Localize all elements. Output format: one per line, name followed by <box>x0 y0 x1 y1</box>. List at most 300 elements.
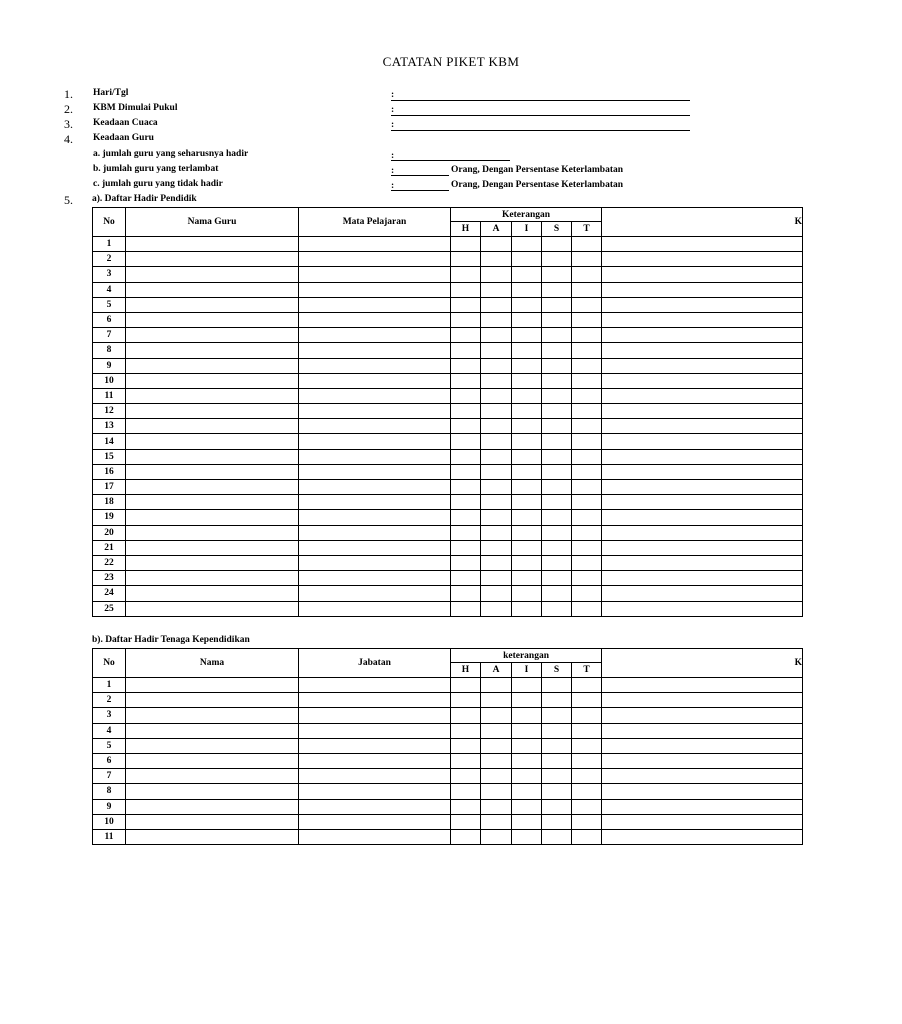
table-cell[interactable] <box>126 282 299 297</box>
table-cell[interactable] <box>512 267 542 282</box>
table-cell[interactable] <box>126 555 299 570</box>
table-cell[interactable] <box>572 434 602 449</box>
table-cell[interactable] <box>451 373 481 388</box>
table-cell[interactable] <box>572 419 602 434</box>
table-cell[interactable] <box>542 586 572 601</box>
table-cell[interactable] <box>481 814 512 829</box>
table-cell[interactable] <box>572 312 602 327</box>
table-cell[interactable] <box>512 693 542 708</box>
table-cell[interactable] <box>542 495 572 510</box>
table-cell[interactable] <box>126 358 299 373</box>
table-cell[interactable] <box>299 480 451 495</box>
table-cell[interactable] <box>481 297 512 312</box>
table-cell[interactable] <box>572 510 602 525</box>
guru-a-fill-line[interactable] <box>391 160 510 161</box>
table-cell[interactable] <box>602 738 803 753</box>
table-cell[interactable] <box>451 237 481 252</box>
table-cell[interactable] <box>572 738 602 753</box>
table-cell[interactable] <box>126 388 299 403</box>
table-cell[interactable] <box>512 358 542 373</box>
table-cell[interactable] <box>126 571 299 586</box>
table-cell[interactable] <box>512 312 542 327</box>
table-cell[interactable] <box>451 358 481 373</box>
table-cell[interactable] <box>572 328 602 343</box>
table-cell[interactable] <box>126 829 299 844</box>
table-cell[interactable] <box>451 419 481 434</box>
table-cell[interactable] <box>572 555 602 570</box>
table-cell[interactable] <box>451 799 481 814</box>
table-cell[interactable] <box>512 388 542 403</box>
table-cell[interactable] <box>542 267 572 282</box>
table-cell[interactable] <box>512 297 542 312</box>
table-cell[interactable] <box>542 480 572 495</box>
table-cell[interactable] <box>481 449 512 464</box>
table-row <box>93 343 803 358</box>
table-cell[interactable] <box>299 814 451 829</box>
table-cell[interactable] <box>512 540 542 555</box>
table-cell[interactable] <box>602 799 803 814</box>
table-cell[interactable] <box>542 510 572 525</box>
table-cell[interactable] <box>572 693 602 708</box>
table-cell[interactable] <box>126 586 299 601</box>
table-cell[interactable] <box>512 252 542 267</box>
table-cell[interactable] <box>602 693 803 708</box>
table-cell[interactable] <box>572 404 602 419</box>
table-cell[interactable] <box>299 753 451 768</box>
table-cell[interactable] <box>602 495 803 510</box>
table-cell[interactable] <box>299 555 451 570</box>
table-cell[interactable] <box>542 434 572 449</box>
table-a-header-name: Nama Guru <box>126 208 299 237</box>
table-cell[interactable] <box>451 571 481 586</box>
table-cell[interactable] <box>602 358 803 373</box>
table-cell[interactable] <box>512 799 542 814</box>
table-cell[interactable] <box>299 297 451 312</box>
table-cell[interactable] <box>126 678 299 693</box>
table-cell[interactable] <box>451 555 481 570</box>
table-cell[interactable] <box>512 753 542 768</box>
table-cell[interactable] <box>299 708 451 723</box>
table-cell[interactable] <box>299 723 451 738</box>
table-cell[interactable] <box>572 753 602 768</box>
table-cell[interactable] <box>572 678 602 693</box>
table-cell[interactable] <box>512 328 542 343</box>
guru-b-fill-line[interactable] <box>391 175 449 176</box>
table-cell[interactable] <box>126 480 299 495</box>
table-cell[interactable] <box>542 753 572 768</box>
table-cell[interactable] <box>481 799 512 814</box>
table-cell[interactable] <box>451 525 481 540</box>
table-cell[interactable] <box>572 799 602 814</box>
table-cell[interactable] <box>542 312 572 327</box>
table-cell[interactable] <box>126 525 299 540</box>
table-cell[interactable] <box>481 784 512 799</box>
table-cell[interactable] <box>451 434 481 449</box>
table-cell[interactable] <box>512 555 542 570</box>
table-cell[interactable] <box>512 586 542 601</box>
table-cell[interactable] <box>451 480 481 495</box>
table-cell[interactable] <box>481 419 512 434</box>
table-cell[interactable] <box>512 237 542 252</box>
table-cell[interactable] <box>542 449 572 464</box>
table-cell[interactable] <box>602 282 803 297</box>
table-cell[interactable] <box>512 373 542 388</box>
table-cell[interactable] <box>602 708 803 723</box>
table-cell[interactable] <box>481 738 512 753</box>
table-cell[interactable] <box>512 510 542 525</box>
table-cell[interactable] <box>451 586 481 601</box>
table-cell[interactable] <box>299 404 451 419</box>
table-cell[interactable] <box>126 297 299 312</box>
table-cell[interactable] <box>572 571 602 586</box>
table-cell[interactable] <box>512 419 542 434</box>
table-cell[interactable] <box>602 297 803 312</box>
item-1-fill-line[interactable] <box>391 100 690 101</box>
table-cell[interactable] <box>451 495 481 510</box>
table-cell[interactable] <box>512 601 542 616</box>
table-cell[interactable] <box>126 738 299 753</box>
table-cell[interactable] <box>481 601 512 616</box>
table-cell[interactable] <box>299 282 451 297</box>
table-cell[interactable] <box>542 297 572 312</box>
table-cell[interactable] <box>512 343 542 358</box>
table-cell[interactable] <box>542 252 572 267</box>
guru-c-fill-line[interactable] <box>391 190 449 191</box>
table-cell[interactable] <box>126 419 299 434</box>
table-cell[interactable] <box>481 237 512 252</box>
table-cell[interactable] <box>451 738 481 753</box>
table-cell[interactable] <box>126 267 299 282</box>
table-cell[interactable] <box>481 252 512 267</box>
table-cell[interactable] <box>602 328 803 343</box>
table-cell[interactable] <box>572 237 602 252</box>
table-cell[interactable] <box>572 784 602 799</box>
table-cell[interactable] <box>451 814 481 829</box>
table-cell[interactable] <box>542 464 572 479</box>
table-cell[interactable] <box>126 464 299 479</box>
table-cell[interactable] <box>451 252 481 267</box>
table-cell[interactable] <box>512 404 542 419</box>
table-cell[interactable] <box>602 784 803 799</box>
table-cell[interactable] <box>451 267 481 282</box>
table-cell[interactable] <box>451 693 481 708</box>
table-cell[interactable] <box>126 723 299 738</box>
table-cell[interactable] <box>542 525 572 540</box>
table-cell[interactable] <box>299 738 451 753</box>
table-cell[interactable] <box>481 571 512 586</box>
table-cell[interactable] <box>572 769 602 784</box>
table-cell[interactable] <box>126 769 299 784</box>
item-2-fill-line[interactable] <box>391 115 690 116</box>
table-cell[interactable] <box>512 571 542 586</box>
table-cell[interactable] <box>542 601 572 616</box>
table-cell[interactable] <box>572 814 602 829</box>
table-cell[interactable] <box>602 571 803 586</box>
table-cell[interactable] <box>542 693 572 708</box>
table-cell[interactable] <box>126 237 299 252</box>
table-cell[interactable] <box>572 601 602 616</box>
table-cell[interactable] <box>512 449 542 464</box>
table-cell[interactable] <box>481 540 512 555</box>
table-cell[interactable] <box>299 388 451 403</box>
table-cell[interactable] <box>451 601 481 616</box>
table-cell[interactable] <box>126 328 299 343</box>
table-cell[interactable] <box>542 799 572 814</box>
table-cell[interactable] <box>481 328 512 343</box>
table-cell[interactable] <box>572 449 602 464</box>
table-cell[interactable] <box>451 328 481 343</box>
table-cell[interactable] <box>481 555 512 570</box>
table-cell[interactable] <box>299 312 451 327</box>
table-cell[interactable] <box>299 586 451 601</box>
table-cell[interactable] <box>512 708 542 723</box>
table-cell[interactable] <box>299 328 451 343</box>
table-cell[interactable] <box>481 434 512 449</box>
table-cell[interactable] <box>481 404 512 419</box>
table-cell[interactable] <box>602 723 803 738</box>
table-cell[interactable] <box>481 282 512 297</box>
table-cell[interactable] <box>481 312 512 327</box>
table-cell[interactable] <box>602 769 803 784</box>
table-cell[interactable] <box>451 312 481 327</box>
table-cell[interactable] <box>481 510 512 525</box>
table-cell[interactable] <box>602 814 803 829</box>
table-cell[interactable] <box>126 693 299 708</box>
table-cell[interactable] <box>602 510 803 525</box>
table-cell[interactable] <box>451 388 481 403</box>
table-cell[interactable] <box>572 373 602 388</box>
table-cell[interactable] <box>299 829 451 844</box>
table-cell[interactable] <box>299 799 451 814</box>
table-cell[interactable] <box>451 753 481 768</box>
table-cell[interactable] <box>126 799 299 814</box>
table-cell[interactable] <box>572 708 602 723</box>
table-cell[interactable] <box>481 586 512 601</box>
table-cell[interactable] <box>451 540 481 555</box>
table-cell[interactable] <box>572 358 602 373</box>
table-cell[interactable] <box>299 237 451 252</box>
table-cell[interactable] <box>512 464 542 479</box>
table-cell[interactable] <box>481 358 512 373</box>
table-cell[interactable] <box>299 419 451 434</box>
table-cell[interactable] <box>126 708 299 723</box>
table-cell[interactable] <box>481 525 512 540</box>
table-cell[interactable] <box>512 495 542 510</box>
table-cell[interactable] <box>542 419 572 434</box>
table-cell[interactable] <box>602 540 803 555</box>
table-cell[interactable] <box>542 829 572 844</box>
table-cell[interactable] <box>602 678 803 693</box>
table-cell[interactable] <box>572 388 602 403</box>
table-cell[interactable] <box>542 404 572 419</box>
table-cell[interactable] <box>451 343 481 358</box>
table-cell[interactable] <box>126 784 299 799</box>
table-cell[interactable] <box>126 404 299 419</box>
table-cell[interactable] <box>572 829 602 844</box>
table-cell[interactable] <box>602 464 803 479</box>
table-cell[interactable] <box>512 738 542 753</box>
table-cell[interactable] <box>299 601 451 616</box>
table-cell[interactable] <box>542 723 572 738</box>
table-cell[interactable] <box>512 769 542 784</box>
table-cell[interactable] <box>299 678 451 693</box>
table-cell[interactable] <box>602 388 803 403</box>
table-cell[interactable] <box>542 358 572 373</box>
table-cell[interactable] <box>512 784 542 799</box>
table-cell[interactable] <box>602 434 803 449</box>
table-cell[interactable] <box>126 495 299 510</box>
table-cell[interactable] <box>451 723 481 738</box>
table-cell[interactable] <box>126 510 299 525</box>
table-cell[interactable] <box>481 678 512 693</box>
table-cell[interactable] <box>512 525 542 540</box>
table-cell[interactable] <box>299 358 451 373</box>
table-cell[interactable] <box>542 328 572 343</box>
table-cell[interactable] <box>451 282 481 297</box>
table-cell[interactable] <box>602 586 803 601</box>
table-cell[interactable] <box>481 480 512 495</box>
table-cell[interactable] <box>602 555 803 570</box>
table-cell[interactable] <box>299 373 451 388</box>
table-cell[interactable] <box>602 753 803 768</box>
table-cell[interactable] <box>572 540 602 555</box>
table-cell[interactable] <box>542 571 572 586</box>
table-cell[interactable] <box>451 829 481 844</box>
table-row <box>93 753 803 768</box>
table-cell[interactable] <box>126 373 299 388</box>
table-cell[interactable] <box>542 708 572 723</box>
table-cell[interactable] <box>602 525 803 540</box>
table-cell[interactable] <box>572 586 602 601</box>
table-cell[interactable] <box>126 814 299 829</box>
table-cell[interactable] <box>481 373 512 388</box>
table-cell[interactable] <box>542 373 572 388</box>
table-cell[interactable] <box>572 282 602 297</box>
table-cell[interactable] <box>481 829 512 844</box>
table-cell[interactable] <box>451 297 481 312</box>
table-cell[interactable] <box>572 495 602 510</box>
table-cell[interactable] <box>542 282 572 297</box>
table-cell[interactable] <box>126 312 299 327</box>
table-cell[interactable] <box>542 738 572 753</box>
table-cell[interactable] <box>602 829 803 844</box>
table-cell[interactable] <box>512 434 542 449</box>
table-cell[interactable] <box>512 678 542 693</box>
table-cell[interactable] <box>299 267 451 282</box>
table-cell[interactable] <box>602 449 803 464</box>
table-cell[interactable] <box>512 814 542 829</box>
table-cell[interactable] <box>602 419 803 434</box>
table-cell[interactable] <box>572 343 602 358</box>
table-cell[interactable] <box>451 449 481 464</box>
table-cell[interactable] <box>572 267 602 282</box>
table-cell[interactable] <box>481 708 512 723</box>
table-cell[interactable] <box>602 373 803 388</box>
table-cell[interactable] <box>542 388 572 403</box>
table-cell[interactable] <box>299 464 451 479</box>
table-cell[interactable] <box>299 495 451 510</box>
table-cell[interactable] <box>451 769 481 784</box>
table-cell[interactable] <box>512 282 542 297</box>
table-cell[interactable] <box>299 252 451 267</box>
table-cell[interactable] <box>481 693 512 708</box>
table-cell[interactable] <box>126 540 299 555</box>
table-cell[interactable] <box>542 555 572 570</box>
table-cell[interactable] <box>299 693 451 708</box>
table-cell[interactable] <box>126 753 299 768</box>
table-cell[interactable] <box>481 267 512 282</box>
table-cell[interactable] <box>481 769 512 784</box>
table-cell[interactable] <box>451 464 481 479</box>
table-cell[interactable] <box>481 343 512 358</box>
table-cell[interactable] <box>542 814 572 829</box>
table-cell[interactable] <box>299 540 451 555</box>
table-cell[interactable] <box>542 784 572 799</box>
table-cell[interactable] <box>602 601 803 616</box>
table-cell[interactable] <box>481 753 512 768</box>
item-3-fill-line[interactable] <box>391 130 690 131</box>
table-cell[interactable] <box>602 237 803 252</box>
table-cell[interactable] <box>602 480 803 495</box>
table-cell[interactable] <box>451 784 481 799</box>
table-cell[interactable] <box>572 252 602 267</box>
table-cell[interactable] <box>126 252 299 267</box>
table-cell[interactable] <box>572 723 602 738</box>
table-cell[interactable] <box>126 449 299 464</box>
table-cell[interactable] <box>481 388 512 403</box>
table-cell[interactable] <box>572 297 602 312</box>
table-cell[interactable] <box>512 723 542 738</box>
table-cell[interactable] <box>542 343 572 358</box>
table-cell[interactable] <box>451 678 481 693</box>
table-cell[interactable] <box>451 510 481 525</box>
row-number: 25 <box>93 601 126 616</box>
table-cell[interactable] <box>602 252 803 267</box>
table-cell[interactable] <box>451 708 481 723</box>
table-cell[interactable] <box>602 312 803 327</box>
table-cell[interactable] <box>542 540 572 555</box>
table-cell[interactable] <box>299 525 451 540</box>
table-cell[interactable] <box>126 601 299 616</box>
table-cell[interactable] <box>481 495 512 510</box>
table-cell[interactable] <box>512 829 542 844</box>
table-cell[interactable] <box>602 267 803 282</box>
table-cell[interactable] <box>299 784 451 799</box>
table-cell[interactable] <box>299 449 451 464</box>
table-cell[interactable] <box>451 404 481 419</box>
table-cell[interactable] <box>542 237 572 252</box>
table-cell[interactable] <box>512 480 542 495</box>
table-cell[interactable] <box>126 434 299 449</box>
table-cell[interactable] <box>299 769 451 784</box>
table-cell[interactable] <box>299 571 451 586</box>
table-b-code-h: H <box>451 663 481 678</box>
table-cell[interactable] <box>481 464 512 479</box>
table-cell[interactable] <box>542 678 572 693</box>
guru-b-label: b. jumlah guru yang terlambat <box>93 164 219 174</box>
table-cell[interactable] <box>542 769 572 784</box>
table-cell[interactable] <box>572 525 602 540</box>
table-cell[interactable] <box>481 723 512 738</box>
table-cell[interactable] <box>126 343 299 358</box>
table-cell[interactable] <box>299 343 451 358</box>
table-cell[interactable] <box>602 343 803 358</box>
table-cell[interactable] <box>299 434 451 449</box>
table-cell[interactable] <box>572 480 602 495</box>
table-cell[interactable] <box>299 510 451 525</box>
table-cell[interactable] <box>602 404 803 419</box>
table-cell[interactable] <box>572 464 602 479</box>
